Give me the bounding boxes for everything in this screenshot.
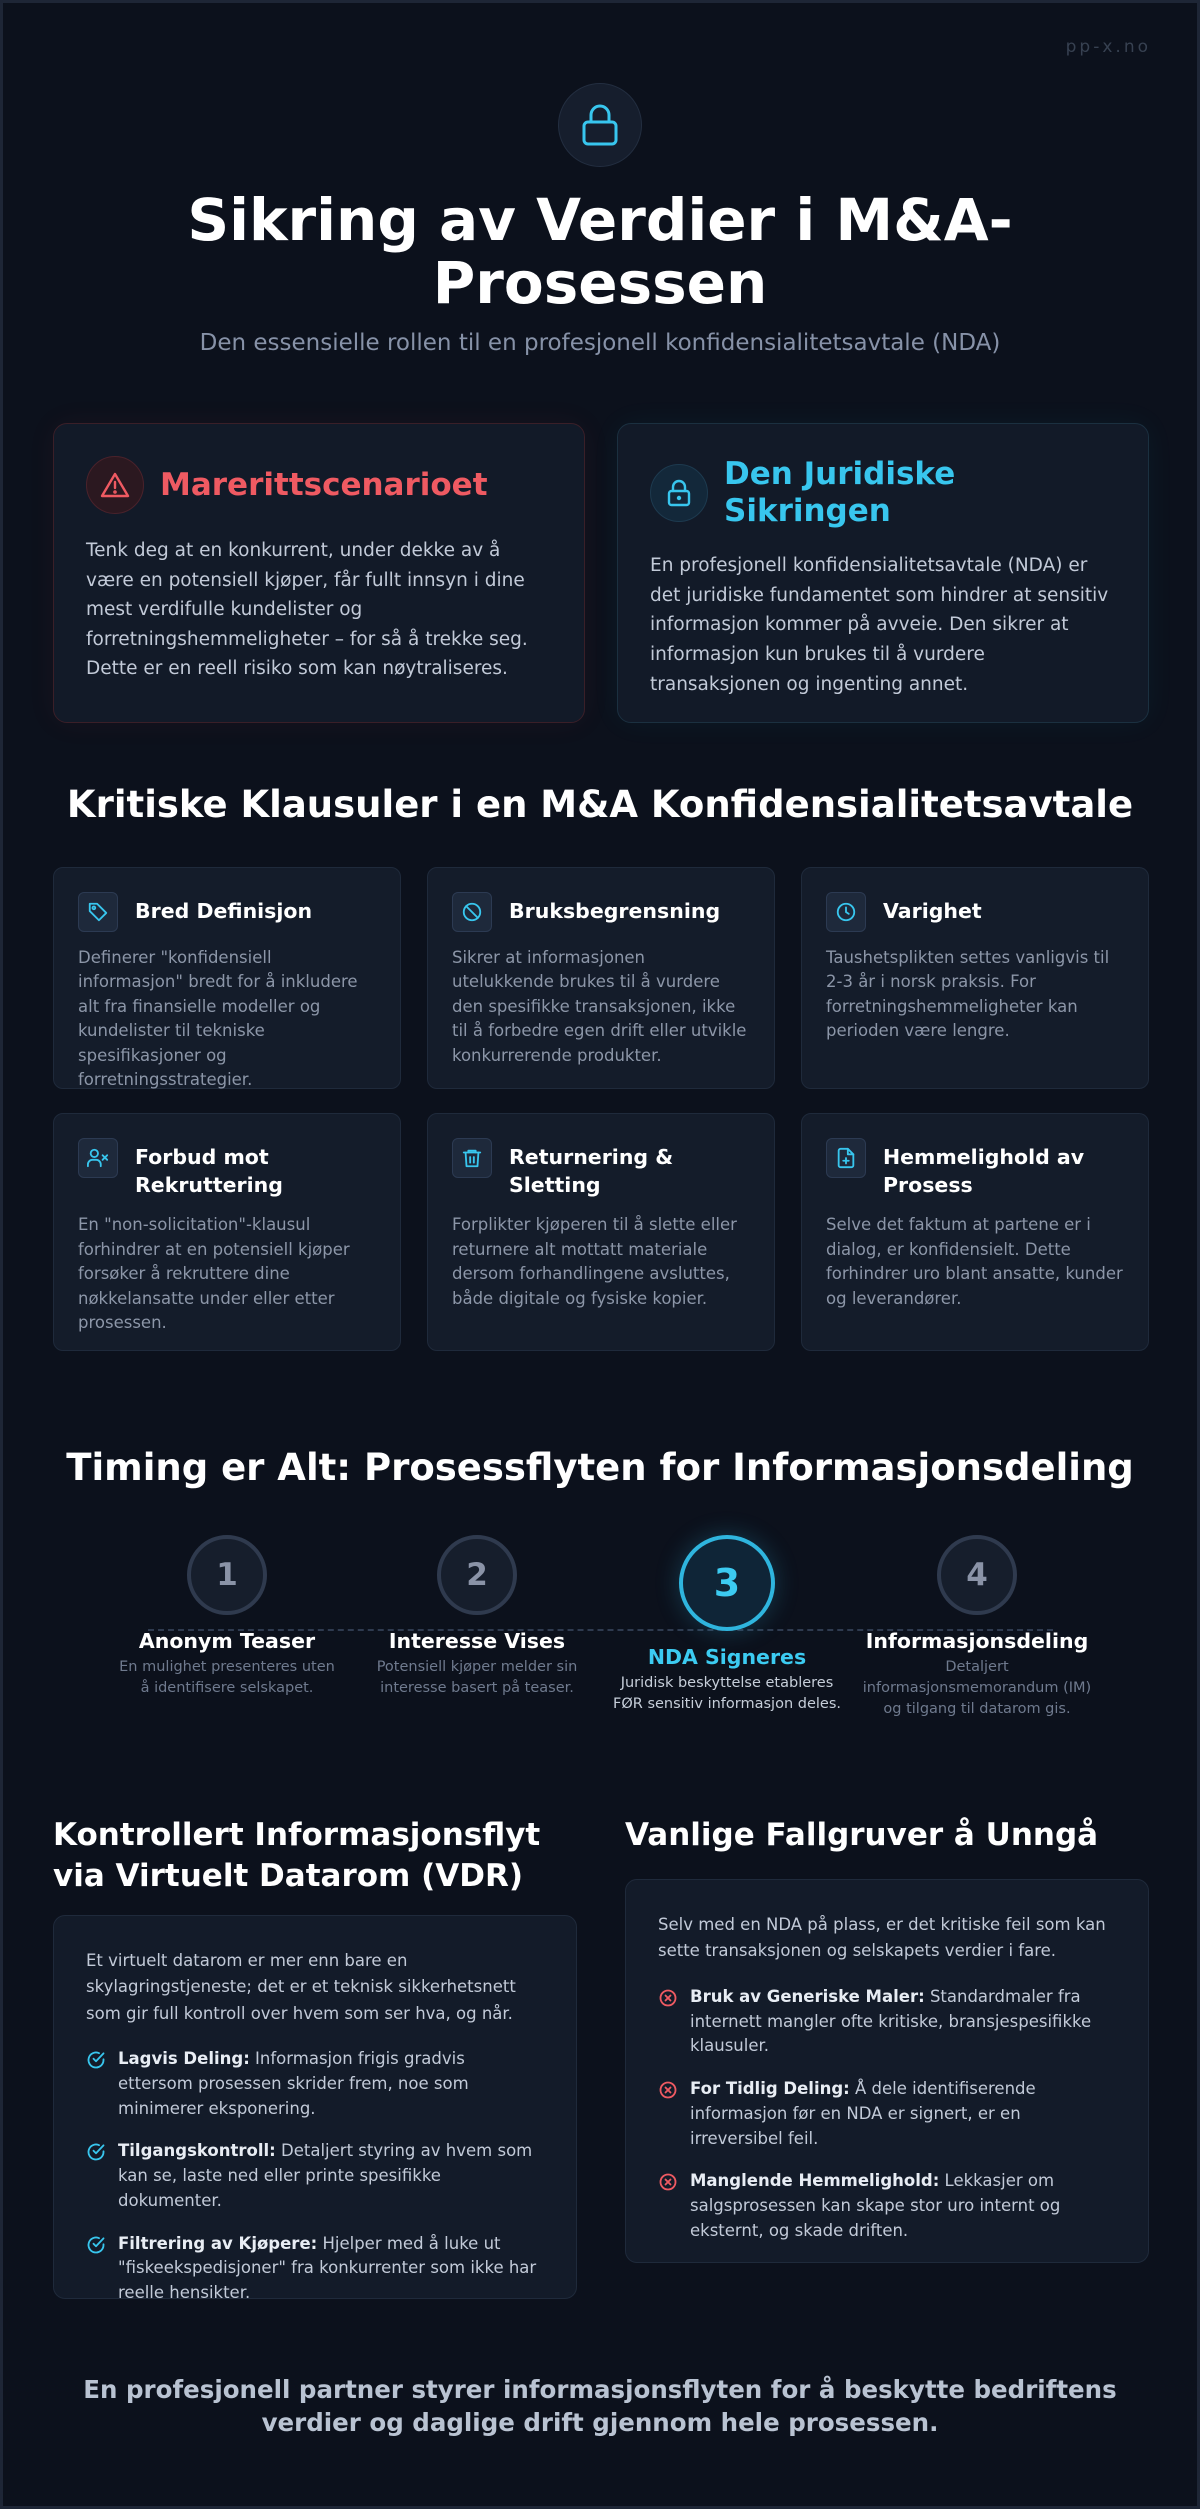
header [3,83,1197,356]
clause-card [53,867,401,1089]
clause-title: Varighet [883,899,982,923]
clause-title: Returnering & Sletting [509,1145,674,1197]
pitfall-bullet [658,2077,1116,2151]
pitfalls-intro: Selv med en NDA på plass, er det kritiske feil som kan sette transaksjonen og selskapets verdier i fare. [658,1915,1106,1961]
vdr-title: Kontrollert Informasjonsflyt via Virtuelt Datarom (VDR) [53,1817,541,1895]
clause-title: Bruksbegrensning [509,899,721,923]
legal-card-title: Den Juridiske Sikringen [724,456,956,529]
bullet-text: Detaljert styring av hvem som kan se, laste ned eller printe spesifikke dokumenter. [118,2141,533,2210]
clause-title: Bred Definisjon [135,899,313,923]
vdr-intro: Et virtuelt datarom er mer enn bare en skylagringstjeneste; det er et teknisk sikkerhetsnett som gir full kontroll over hvem som ser hva, og når. [86,1951,516,2023]
check-circle-icon [86,2142,106,2162]
step-title: Informasjonsdeling [865,1629,1089,1653]
footer-statement: En profesjonell partner styrer informasjonsflyten for å beskytte bedriftens verdier og daglige drift gjennom hele prosessen. [83,2375,1117,2438]
step-number: 3 [679,1535,775,1631]
step-desc: Detaljert informasjonsmemorandum (IM) og tilgang til datarom gis. [862,1659,1092,1718]
tag-icon [78,892,118,932]
clause-text: Selve det faktum at partene er i dialog, er konfidensielt. Dette forhindrer uro blant ansatte, kunder og leverandører. [826,1215,1123,1308]
vdr-bullet [86,2047,544,2121]
vdr-bullet [86,2232,544,2306]
legal-card [617,423,1149,723]
step-desc: Juridisk beskyttelse etableres FØR sensitiv informasjon deles. [613,1675,841,1713]
timeline-step [347,1535,607,1699]
trash-icon [452,1138,492,1178]
timeline-title: Timing er Alt: Prosessflyten for Informasjonsdeling [66,1446,1134,1489]
risk-card-body: Tenk deg at en konkurrent, under dekke av å være en potensiell kjøper, får fullt innsyn i dine mest verdifulle kundelister og forretningshemmeligheter – for så å trekke seg. Dette er en reell risiko som kan nøytraliseres. [86,540,528,680]
clause-text: Sikrer at informasjonen utelukkende brukes til å vurdere den spesifikke transaksjonen, ikke til å forbedre egen drift eller utvikle konkurrerende produkter. [452,948,747,1065]
clock-icon [826,892,866,932]
clause-text: Taushetsplikten settes vanligvis til 2-3 år i norsk praksis. For forretningshemmeligheter kan perioden være lengre. [826,948,1110,1041]
x-circle-icon [658,2080,678,2100]
step-title: NDA Signeres [647,1645,807,1669]
bullet-label: Lagvis Deling: [118,2049,250,2069]
step-number: 1 [187,1535,267,1615]
vdr-bullet [86,2139,544,2213]
check-circle-icon [86,2050,106,2070]
step-number: 2 [437,1535,517,1615]
step-title: Anonym Teaser [138,1629,316,1653]
clause-title: Forbud mot Rekruttering [135,1145,283,1197]
timeline-step [847,1535,1107,1720]
timeline-step [97,1535,357,1699]
x-circle-icon [658,1988,678,2008]
bullet-text: Standardmaler fra internett mangler ofte kritiske, bransjespesifikke klausuler. [690,1986,1092,2056]
bullet-label: Tilgangskontroll: [118,2141,276,2161]
clause-title: Hemmelighold av Prosess [883,1145,1085,1197]
bullet-label: Filtrering av Kjøpere: [118,2233,318,2253]
lock-icon [558,83,642,167]
step-title: Interesse Vises [388,1629,566,1653]
clauses-title: Kritiske Klausuler i en M&A Konfidensialitetsavtale [66,783,1134,826]
pitfalls-panel [625,1879,1149,2263]
clause-card [427,867,775,1089]
risk-card [53,423,585,723]
clause-text: Definerer "konfidensiell informasjon" bredt for å inkludere alt fra finansielle modeller og kundelister til tekniske spesifikasjoner og forretningsstrategier. [78,948,358,1090]
file-lock-icon [826,1138,866,1178]
pitfall-bullet [658,1985,1116,2059]
check-circle-icon [86,2235,106,2255]
warning-triangle-icon [86,456,144,514]
bullet-text: Å dele identifiserende informasjon før en NDA er signert, er en irreversibel feil. [690,2079,1036,2148]
clause-card [427,1113,775,1351]
page-subtitle: Den essensielle rollen til en profesjonell konfidensialitetsavtale (NDA) [199,330,1001,357]
user-x-icon [78,1138,118,1178]
vdr-panel [53,1915,577,2303]
watermark: pp-x.no [1065,37,1151,57]
clause-card [801,1113,1149,1351]
legal-card-body: En profesjonell konfidensialitetsavtale (NDA) er det juridiske fundamentet som hindrer at sensitiv informasjon kommer på avveie. Den sikrer at informasjon kun brukes til å vurdere transaksjonen og ingenting annet. [650,555,1109,695]
bullet-text: Informasjon frigis gradvis ettersom prosessen skrider frem, noe som minimerer eksponering. [118,2049,469,2118]
step-number: 4 [937,1535,1017,1615]
clause-card [801,867,1149,1089]
pitfall-bullet [658,2169,1116,2243]
bullet-text: Hjelper med å luke ut "fiskeekspedisjoner" fra konkurrenter som ikke har reelle hensikter. [118,2233,537,2303]
risk-card-title: Marerittscenarioet [160,466,488,503]
step-desc: Potensiell kjøper melder sin interesse basert på teaser. [376,1659,578,1697]
bullet-label: Manglende Hemmelighold: [690,2171,940,2191]
step-desc: En mulighet presenteres uten å identifisere selskapet. [119,1659,335,1697]
clause-text: En "non-solicitation"-klausul forhindrer at en potensiell kjøper forsøker å rekruttere dine nøkkelansatte under eller etter prosessen. [78,1215,350,1332]
bullet-label: Bruk av Generiske Maler: [690,1986,925,2006]
lock-icon [650,464,708,522]
prohibited-icon [452,892,492,932]
clause-text: Forplikter kjøperen til å slette eller returnere alt mottatt materiale dersom forhandlingene avsluttes, både digitale og fysiske kopier. [452,1215,737,1308]
bullet-label: For Tidlig Deling: [690,2079,850,2099]
bullet-text: Lekkasjer om salgsprosessen kan skape stor uro internt og eksternt, og skade driften. [690,2171,1061,2240]
pitfalls-title: Vanlige Fallgruver å Unngå [625,1817,1099,1853]
page-title: Sikring av Verdier i M&A-Prosessen [187,186,1013,317]
x-circle-icon [658,2172,678,2192]
clause-card [53,1113,401,1351]
timeline-step-active [597,1535,857,1715]
